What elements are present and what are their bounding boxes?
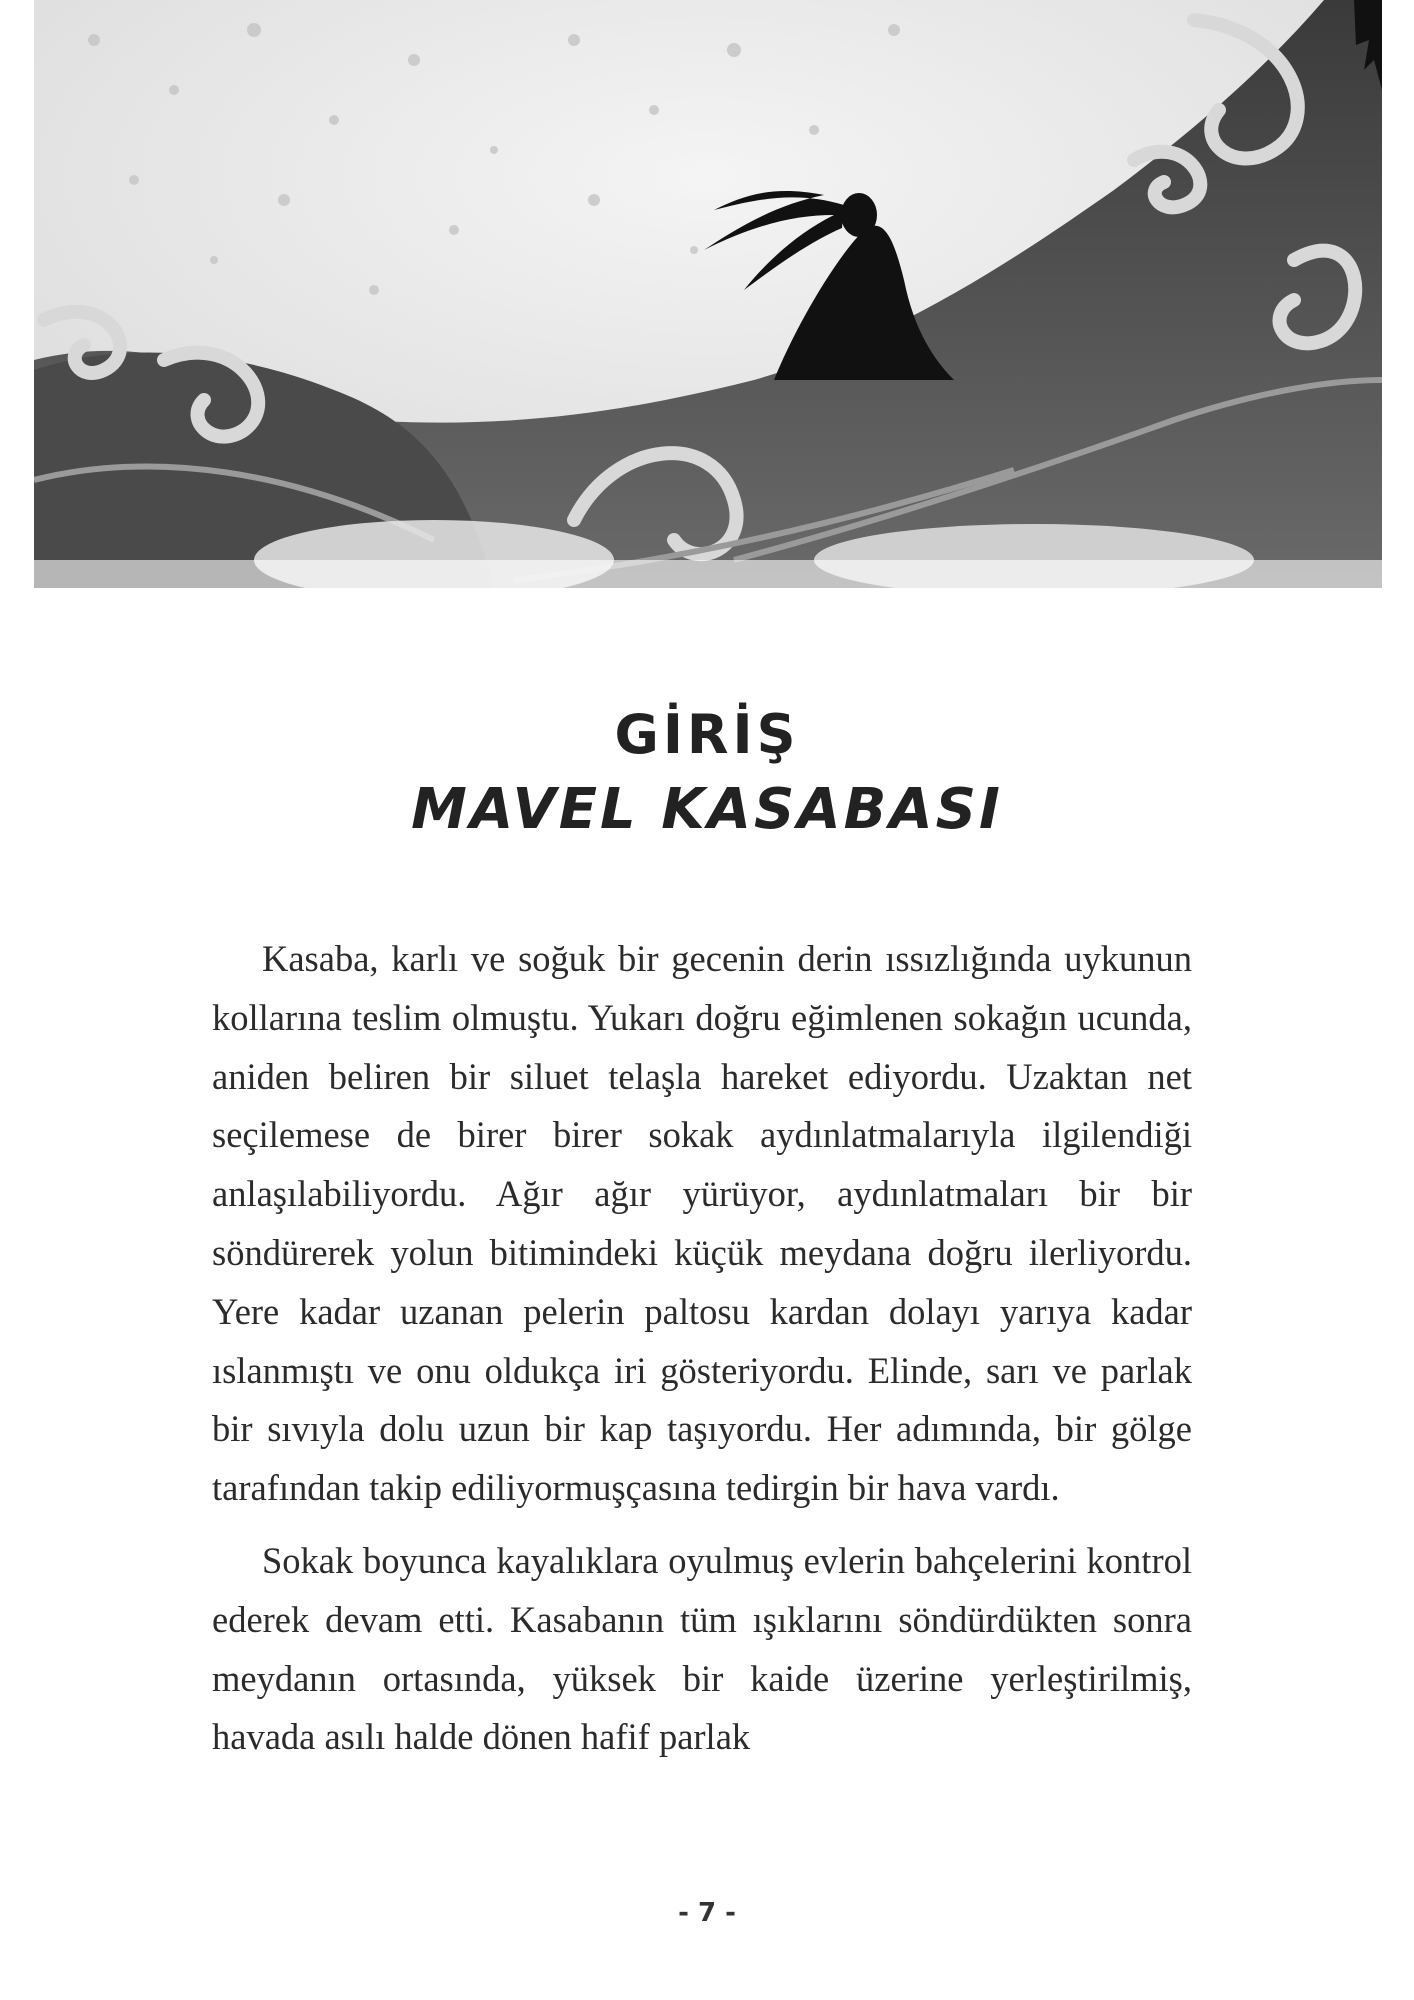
chapter-body: [212, 930, 1192, 1781]
waves-girl-illustration: [34, 0, 1382, 588]
chapter-illustration: [34, 0, 1382, 588]
chapter-label: GİRİŞ: [614, 703, 800, 766]
paragraph-1: Kasaba, karlı ve soğuk bir gecenin derin ıssızlığında uykunun kollarına teslim olmuştu. Yukarı doğru eğimlenen sokağın ucunda, aniden beliren bir siluet telaşla hareket ediyordu. Uzaktan net seçilemese de birer birer sokak aydınlatmalarıyla ilgilendiği anlaşılabiliyordu. Ağır ağır yürüyor, aydınlatmaları bir bir söndürerek yolun bitimindeki küçük meydana doğru ilerliyordu. Yere kadar uzanan pelerin paltosu kardan dolayı yarıya kadar ıslanmıştı ve onu oldukça iri gösteriyordu. Elinde, sarı ve parlak bir sıvıyla dolu uzun bir kap taşıyordu. Her adımında, bir gölge tarafından takip ediliyormuşçasına tedirgin bir hava vardı.: [212, 938, 1192, 1509]
chapter-heading: [0, 700, 1414, 850]
page-number: - 7 -: [678, 1898, 736, 1928]
paragraph-2: Sokak boyunca kayalıklara oyulmuş evlerin bahçelerini kontrol ederek devam etti. Kasabanın tüm ışıklarını söndürdükten sonra meydanın ortasında, yüksek bir kaide üzerine yerleştirilmiş, havada asılı halde dönen hafif parlak: [212, 1539, 1192, 1758]
chapter-title: MAVEL KASABASI: [411, 777, 1003, 842]
